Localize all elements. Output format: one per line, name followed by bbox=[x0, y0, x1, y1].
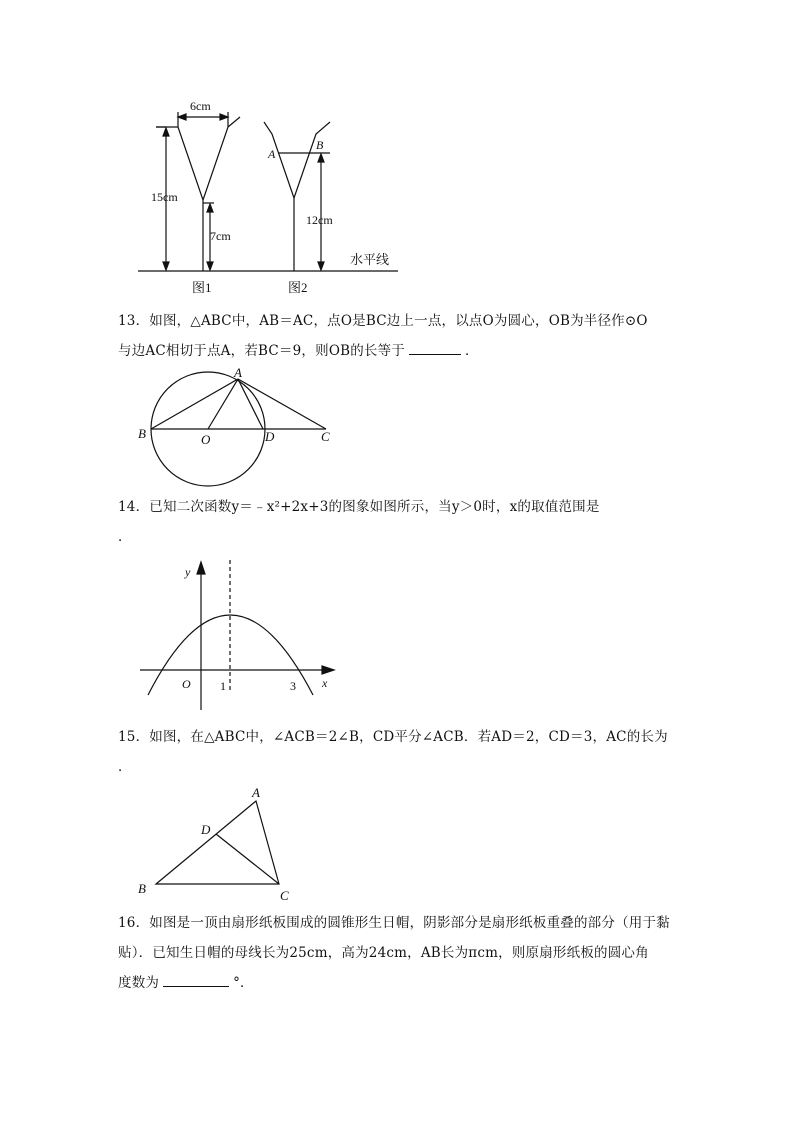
label-7cm: 7cm bbox=[210, 229, 231, 243]
q16-degree: °． bbox=[233, 975, 254, 991]
q13-line2: 与边AC相切于点A，若BC＝9，则OB的长等于 bbox=[118, 343, 406, 359]
q14-number: 14． bbox=[118, 499, 150, 515]
question-16 bbox=[118, 908, 678, 998]
label-b: B bbox=[316, 138, 324, 152]
q14-label-x: x bbox=[322, 676, 328, 690]
q13-label-b: B bbox=[138, 426, 146, 441]
q13-period: ． bbox=[465, 343, 479, 359]
q14-label-1: 1 bbox=[220, 679, 226, 693]
q15-line1: 如图，在△ABC中，∠ACB＝2∠B，CD平分∠ACB．若AD＝2，CD＝3，AC的长为 bbox=[149, 729, 668, 745]
funnel1-cone bbox=[156, 117, 240, 200]
q16-line2: 贴）．已知生日帽的母线长为25cm，高为24cm，AB长为πcm，则原扇形纸板的圆心角 bbox=[118, 945, 649, 961]
q13-line1: 如图，△ABC中，AB＝AC，点O是BC边上一点，以点O为圆心，OB为半径作⊙O bbox=[149, 313, 648, 329]
q15-label-a: A bbox=[252, 785, 260, 800]
q13-label-o: O bbox=[201, 432, 211, 447]
q16-line3: 度数为 bbox=[118, 975, 160, 991]
q13-number: 13． bbox=[118, 313, 150, 329]
q13-label-a: A bbox=[234, 365, 242, 380]
q13-label-c: C bbox=[321, 429, 330, 444]
q13-answer-blank[interactable] bbox=[409, 342, 461, 355]
q15-line2: ． bbox=[118, 759, 132, 775]
q14-line1: 已知二次函数y＝﹣x²+2x+3的图象如图所示，当y＞0时，x的取值范围是 bbox=[149, 499, 600, 515]
label-15cm: 15cm bbox=[151, 190, 178, 204]
caption-fig1: 图1 bbox=[192, 280, 212, 295]
label-12cm: 12cm bbox=[306, 213, 333, 227]
q14-line2: ． bbox=[118, 529, 132, 545]
label-6cm: 6cm bbox=[190, 99, 211, 113]
q15-label-c: C bbox=[280, 888, 289, 903]
q14-label-o: O bbox=[182, 677, 191, 691]
q15-label-b: B bbox=[138, 881, 146, 896]
caption-fig2: 图2 bbox=[288, 280, 308, 295]
q15-number: 15． bbox=[118, 729, 150, 745]
question-14 bbox=[118, 492, 678, 552]
q13-label-d: D bbox=[265, 429, 275, 444]
label-horizontal-line: 水平线 bbox=[350, 252, 390, 267]
label-a: A bbox=[268, 147, 276, 161]
q14-label-y: y bbox=[185, 565, 191, 579]
q16-line1: 如图是一顶由扇形纸板围成的圆锥形生日帽，阴影部分是扇形纸板重叠的部分（用于黏 bbox=[149, 915, 670, 931]
question-13 bbox=[118, 306, 678, 366]
q16-number: 16． bbox=[118, 915, 150, 931]
q15-label-d: D bbox=[201, 822, 211, 837]
q14-label-3: 3 bbox=[290, 679, 296, 693]
question-15 bbox=[118, 722, 678, 782]
q16-answer-blank[interactable] bbox=[163, 974, 229, 987]
